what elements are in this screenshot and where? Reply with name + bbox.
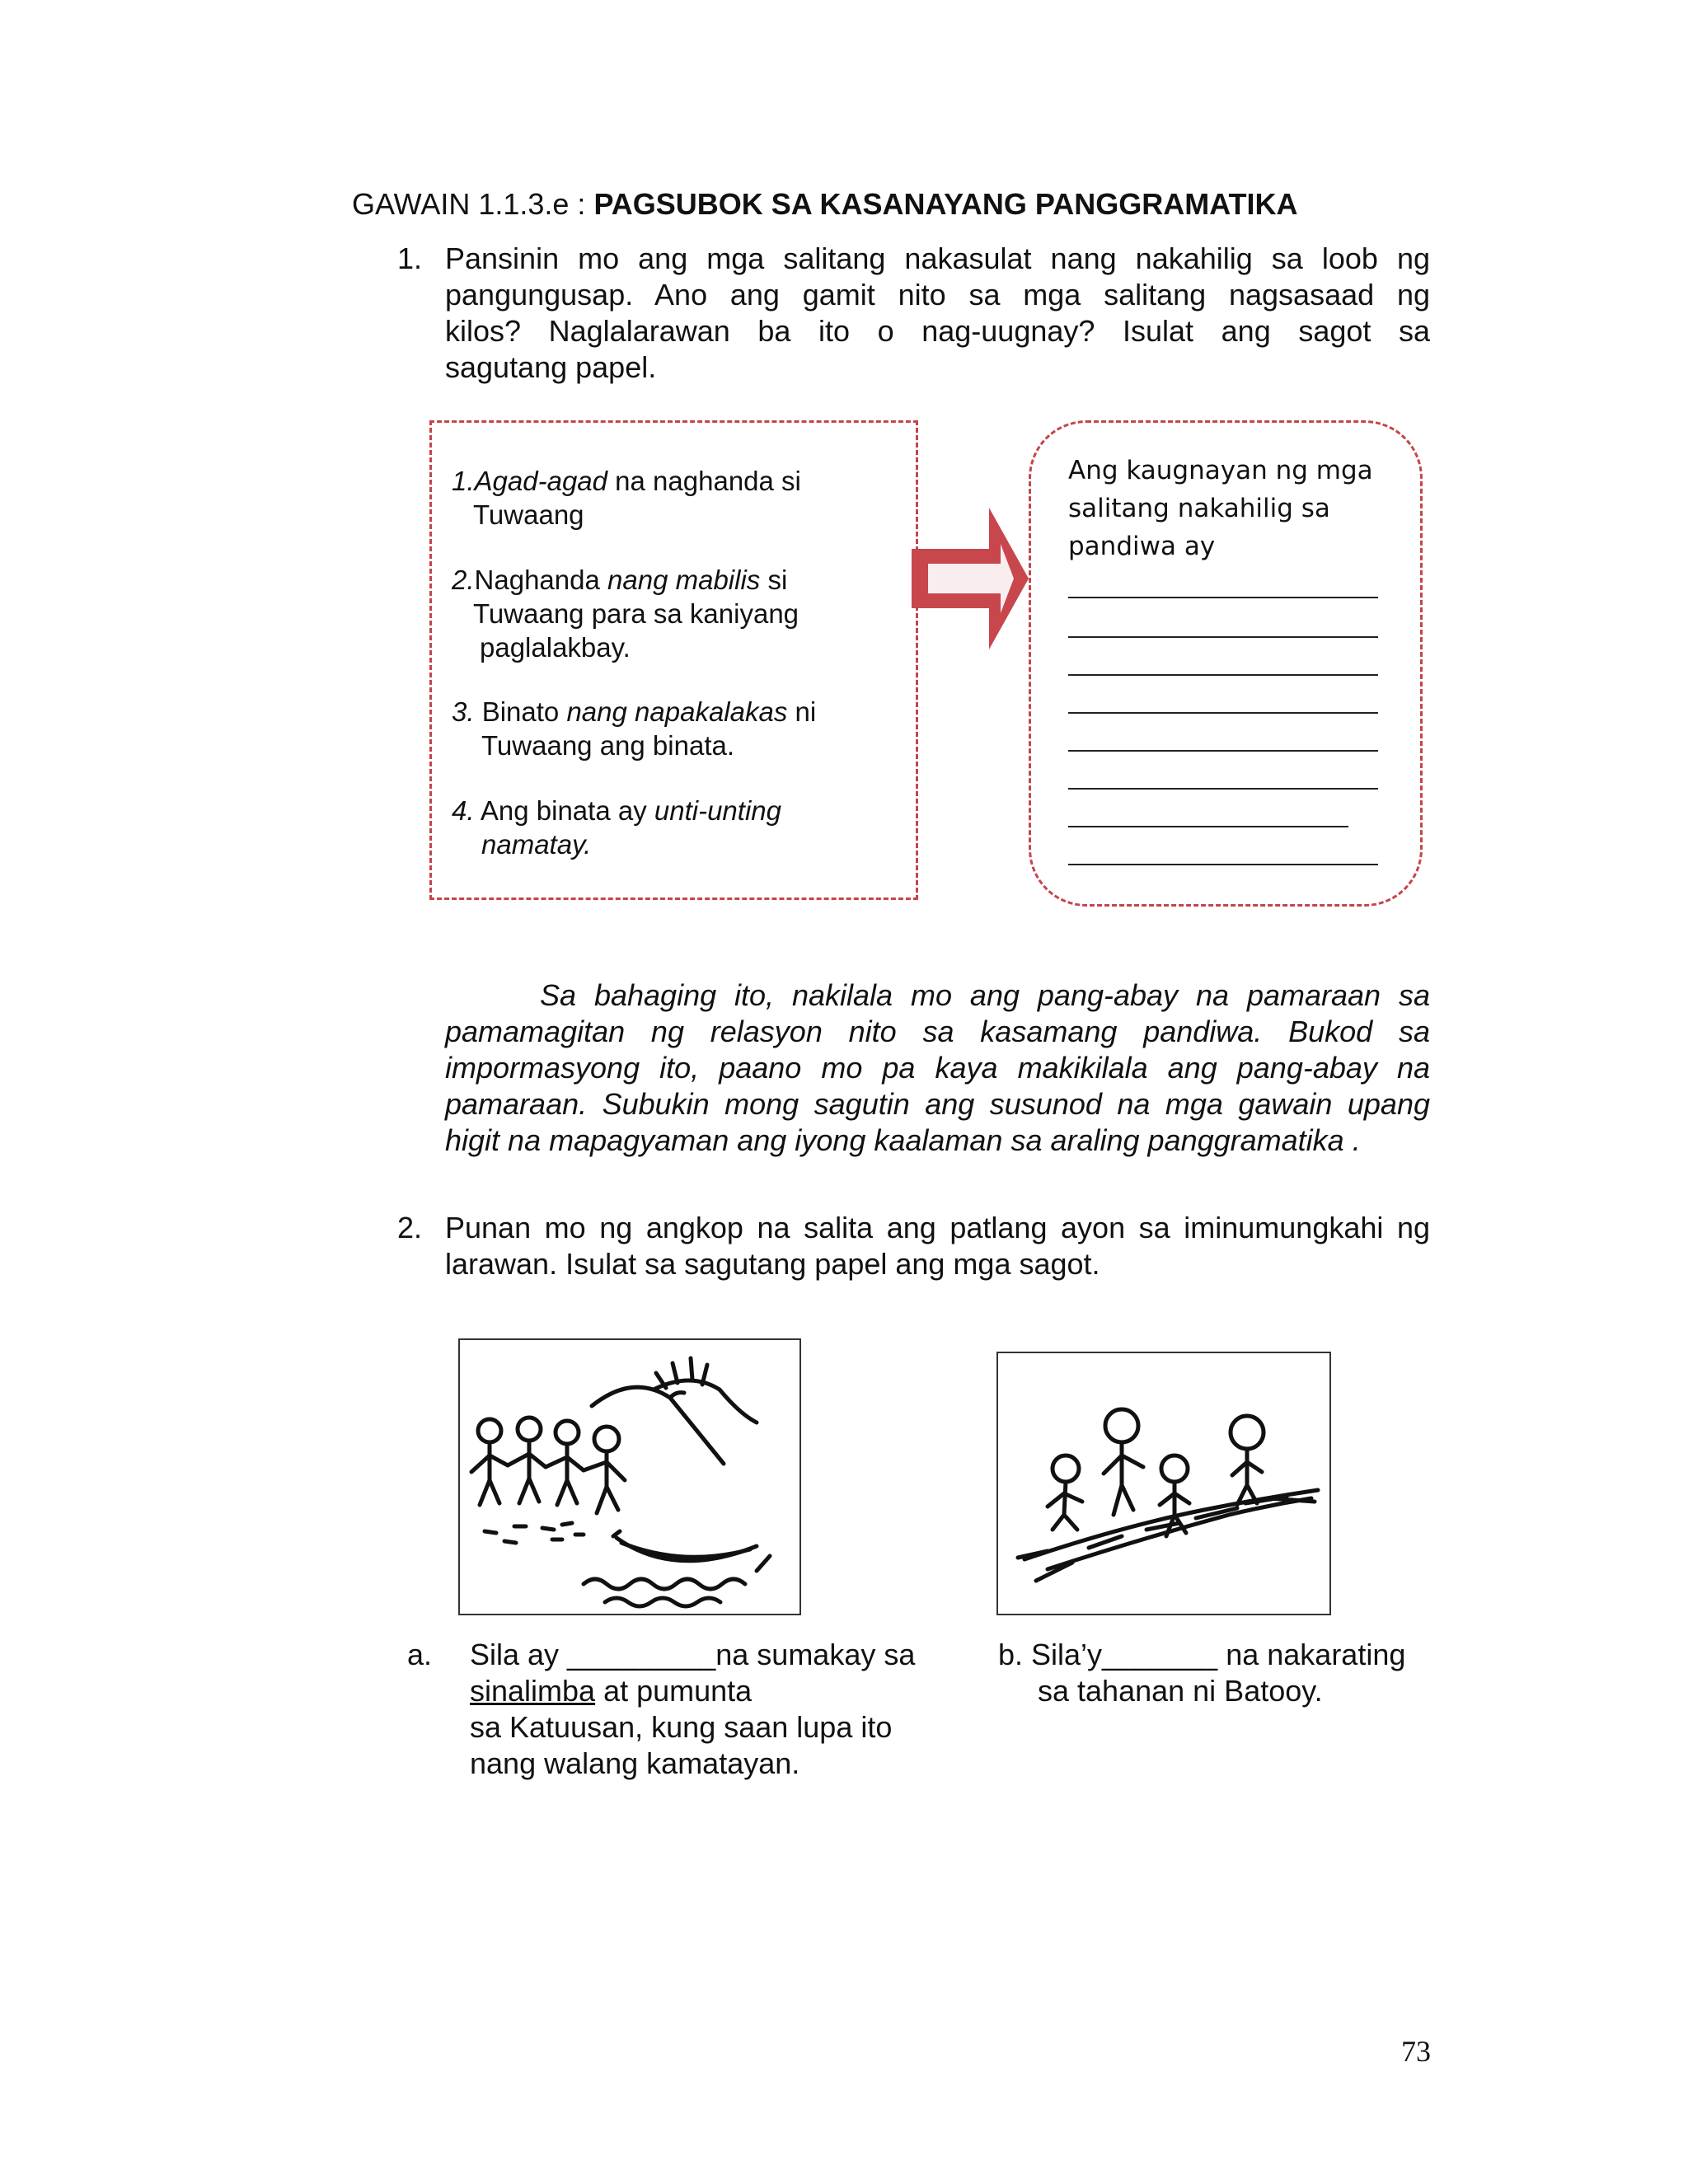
example-4-line2: namatay. [481,829,592,860]
example-3 [452,695,816,762]
explanation-paragraph [445,977,1430,1159]
answer-box-prompt [1068,452,1373,565]
question-1-text [445,241,1430,386]
answer-box-line: Ang kaugnayan ng mga [1068,456,1373,485]
answer-box-line: salitang nakahilig sa [1068,494,1330,523]
answer-blank-line [1068,826,1348,827]
example-3-line2: Tuwaang ang binata. [481,730,735,761]
example-2-line2: Tuwaang para sa kaniyang [473,598,799,629]
arrow-right-icon [910,504,1032,653]
example-2-line3: paglalakbay. [480,632,631,663]
example-1-adverb: Agad-agad [474,466,608,496]
answer-blank-line [1068,712,1378,714]
example-1-line2: Tuwaang [473,499,584,530]
item-a-letter: a. [407,1638,433,1671]
item-a-line3: sa Katuusan, kung saan lupa ito [470,1710,893,1744]
example-3-adverb: nang napakalakas [566,696,788,727]
activity-code: GAWAIN 1.1.3.e : [352,187,594,221]
example-4-prefix: Ang binata ay [474,795,654,826]
example-2-number: 2. [452,565,475,595]
item-a-line1: Sila ay _________na sumakay sa [470,1638,916,1671]
answer-box-line: pandiwa ay [1068,532,1216,561]
question-2-line: larawan. Isulat sa sagutang papel ang mga sagot. [445,1247,1100,1281]
people-walking-hill-drawing [998,1353,1329,1614]
example-2-prefix: Naghanda [474,565,608,595]
example-3-number: 3. [452,696,475,727]
question-1-line: kilos? Naglalarawan ba ito o nag-uugnay? Isulat ang sagot sa [445,314,1430,348]
item-a [470,1637,915,1782]
question-2-line: Punan mo ng angkop na salita ang patlang ayon sa iminumungkahi ng [445,1211,1430,1244]
answer-blank-line [1068,864,1378,865]
answer-blank-line [1068,750,1378,752]
paragraph-line: Sa bahaging ito, nakilala mo ang pang-abay na pamaraan sa [540,978,1430,1012]
people-boat-mountain-drawing [460,1340,799,1614]
answer-blank-line [1068,788,1378,790]
question-1-line: sagutang papel. [445,350,657,384]
picture-a [458,1338,801,1615]
paragraph-line: pamaraan. Subukin mong sagutin ang susunod na mga gawain upang [445,1087,1430,1121]
example-4-number: 4. [452,795,475,826]
question-2-number: 2. [397,1211,423,1244]
example-1-text: na naghanda si [607,466,801,496]
example-4-adverb: unti-unting [654,795,781,826]
question-1-line: pangungusap. Ano ang gamit nito sa mga salitang nagsasaad ng [445,278,1430,312]
activity-heading: PAGSUBOK SA KASANAYANG PANGGRAMATIKA [593,187,1298,221]
item-b-line1: b. Sila’y_______ na nakarating [998,1638,1406,1671]
item-a-line4: nang walang kamatayan. [470,1746,800,1780]
activity-title [352,186,1298,223]
item-b [998,1637,1405,1709]
page-number: 73 [1401,2035,1431,2068]
example-3-prefix: Binato [474,696,567,727]
answer-blank-line [1068,597,1378,598]
example-2 [452,563,799,664]
item-a-boat-word: sinalimba [470,1674,596,1708]
paragraph-line: pamamagitan ng relasyon nito sa kasamang pandiwa. Bukod sa [445,1015,1430,1048]
paragraph-line: higit na mapagyaman ang iyong kaalaman sa araling panggramatika . [445,1123,1361,1157]
example-3-text: ni [787,696,817,727]
answer-blank-line [1068,674,1378,676]
item-b-line2: sa tahanan ni Batooy. [1038,1674,1323,1708]
picture-b [996,1352,1331,1615]
example-2-adverb: nang mabilis [607,565,761,595]
example-4 [452,794,781,861]
question-2-text [445,1210,1430,1282]
item-a-line2-rest: at pumunta [595,1674,753,1708]
example-1-number: 1. [452,466,475,496]
example-1 [452,464,801,532]
example-2-text: si [760,565,788,595]
paragraph-line: impormasyong ito, paano mo pa kaya makikilala ang pang-abay na [445,1051,1430,1085]
question-1-number: 1. [397,241,423,275]
answer-blank-line [1068,636,1378,638]
question-1-line: Pansinin mo ang mga salitang nakasulat nang nakahilig sa loob ng [445,241,1430,275]
